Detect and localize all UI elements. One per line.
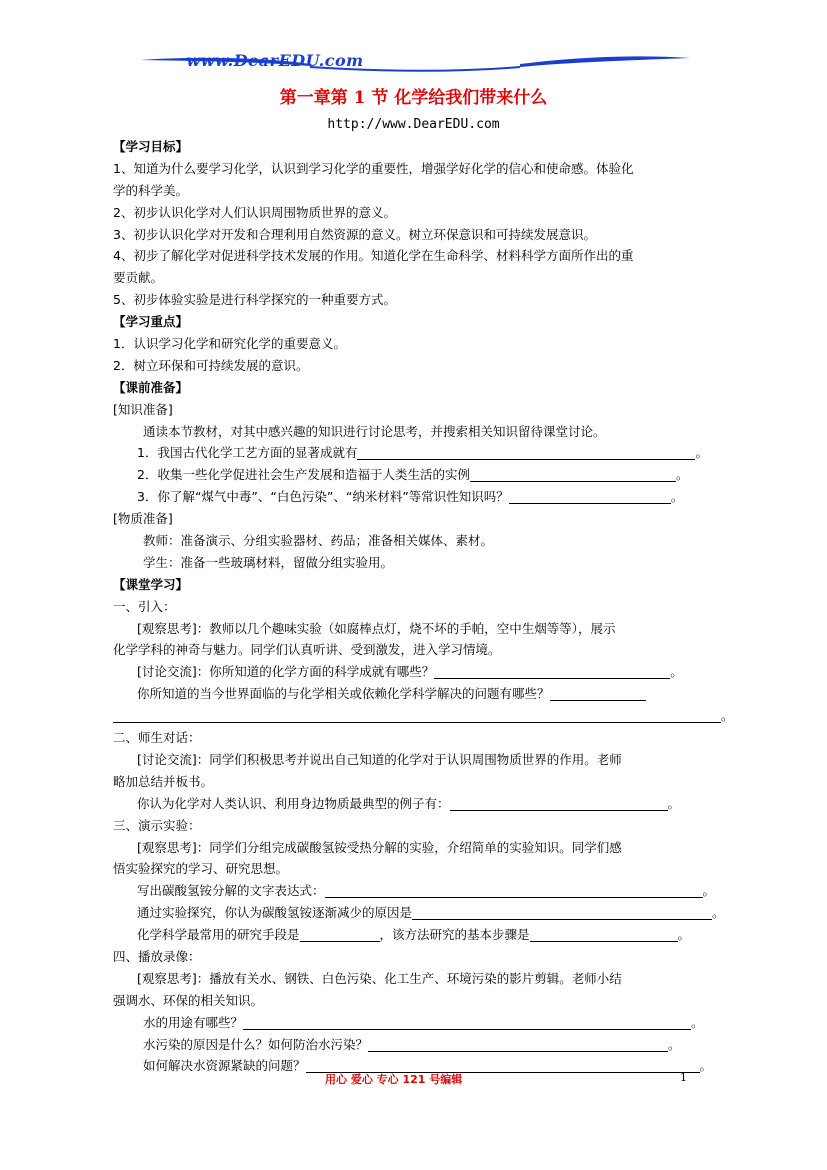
section-4-water-use-text: 水的用途有哪些？ — [143, 1014, 244, 1030]
section-3-steps-text: ，该方法研究的基本步骤是 — [379, 927, 530, 943]
section-3-formula-text: 写出碳酸氢铵分解的文字表达式： — [137, 883, 325, 899]
answer-blank[interactable] — [450, 796, 668, 811]
answer-blank[interactable] — [300, 927, 380, 942]
section-3-reason-text: 通过实验探究，你认为碳酸氢铵逐渐减少的原因是 — [137, 905, 413, 921]
goal-3: 3、初步认识化学对开发和合理利用自然资源的意义。树立环保意识和可持续发展意识。 — [113, 226, 596, 242]
footer-slogan: 用心 爱心 专心 121 号编辑 — [325, 1073, 463, 1086]
answer-blank[interactable] — [357, 445, 695, 460]
goal-2: 2、初步认识化学对人们认识周围物质世界的意义。 — [113, 204, 396, 220]
prep-heading: 【课前准备】 — [113, 379, 189, 395]
answer-blank[interactable] — [530, 927, 678, 942]
knowledge-q3-text: 3．你了解“煤气中毒”、“白色污染”、“纳米材料”等常识性知识吗？ — [137, 489, 509, 505]
period: 。 — [691, 1014, 704, 1030]
section-3-title: 三、演示实验： — [113, 817, 201, 833]
knowledge-q3 — [113, 486, 793, 508]
section-2-question — [113, 793, 793, 815]
goal-4b: 要贡献。 — [113, 270, 164, 286]
section-1-question — [113, 683, 793, 705]
site-url[interactable]: http://www.DearEDU.com — [327, 117, 500, 132]
goals-heading: 【学习目标】 — [113, 139, 189, 154]
section-4-pollution-text: 水污染的原因是什么？如何防治水污染？ — [143, 1036, 369, 1052]
goal-1b: 学的科学美。 — [113, 182, 189, 198]
answer-blank[interactable] — [113, 708, 721, 723]
section-4-title: 四、播放录像： — [113, 948, 201, 964]
section-4-pollution — [113, 1034, 793, 1056]
knowledge-q1 — [113, 442, 793, 464]
material-student: 学生：准备一些玻璃材料，留做分组实验用。 — [143, 554, 394, 570]
period: 。 — [721, 708, 734, 724]
classroom-heading: 【课堂学习】 — [113, 576, 189, 592]
knowledge-q2-text: 2．收集一些化学促进社会生产发展和造福于人类生活的实例 — [137, 467, 470, 483]
material-prep-label: [物质准备] — [113, 511, 173, 527]
section-3-reason — [113, 902, 793, 924]
period: 。 — [670, 664, 683, 680]
document-body — [113, 136, 793, 1077]
knowledge-prep-label: [知识准备] — [113, 401, 173, 417]
period: 。 — [675, 467, 689, 483]
section-2-title: 二、师生对话： — [113, 730, 201, 746]
knowledge-q1-text: 1．我国古代化学工艺方面的显著成就有 — [137, 445, 358, 461]
section-3-method — [113, 924, 793, 946]
period: 。 — [677, 927, 691, 943]
period: 。 — [712, 905, 725, 921]
knowledge-prep-intro: 通读本节教材，对其中感兴趣的知识进行讨论思考，并搜索相关知识留待课堂讨论。 — [143, 423, 606, 439]
section-3-formula — [113, 880, 793, 902]
keypoint-1: 1．认识学习化学和研究化学的重要意义。 — [113, 336, 346, 352]
section-1-title: 一、引入： — [113, 598, 176, 614]
section-4-observe-a: [观察思考]：播放有关水、钢铁、白色污染、化工生产、环境污染的影片剪辑。老师小结 — [137, 970, 622, 986]
page-footer — [0, 1071, 827, 1087]
section-1-observe-b: 化学学科的神奇与魅力。同学们认真听讲、受到激发，进入学习情境。 — [113, 642, 501, 658]
banner-site-name[interactable]: www.DearEDU.com — [186, 51, 364, 70]
section-1-question-cont — [113, 705, 793, 727]
period: 。 — [699, 1058, 713, 1074]
section-3-method-text: 化学科学最常用的研究手段是 — [137, 927, 300, 943]
section-1-discuss — [113, 661, 793, 683]
section-2-discuss-b: 略加总结并板书。 — [113, 773, 214, 789]
period: 。 — [670, 489, 684, 505]
answer-blank[interactable] — [243, 1015, 691, 1030]
material-teacher: 教师：准备演示、分组实验器材、药品；准备相关媒体、素材。 — [143, 533, 494, 549]
section-3-observe-a: [观察思考]：同学们分组完成碳酸氢铵受热分解的实验，介绍简单的实验知识。同学们感 — [137, 839, 622, 855]
answer-blank[interactable] — [412, 905, 712, 920]
keypoint-2: 2．树立环保和可持续发展的意识。 — [113, 357, 309, 373]
page-number: 1 — [680, 1071, 687, 1084]
goal-4a: 4、初步了解化学对促进科学技术发展的作用。知道化学在生命科学、材料科学方面所作出的重 — [113, 248, 634, 264]
answer-blank[interactable] — [509, 489, 671, 504]
section-2-question-text: 你认为化学对人类认识、利用身边物质最典型的例子有： — [137, 795, 450, 811]
answer-blank[interactable] — [325, 883, 703, 898]
section-4-water-use — [113, 1012, 793, 1034]
page-title: 第一章第 1 节 化学给我们带来什么 — [279, 88, 548, 108]
period: 。 — [667, 795, 681, 811]
section-4-observe-b: 强调水、环保的相关知识。 — [113, 992, 264, 1008]
period: 。 — [695, 445, 708, 461]
period: 。 — [668, 1036, 681, 1052]
period: 。 — [702, 883, 716, 899]
section-1-observe-a: [观察思考]：教师以几个趣味实验（如腐棒点灯，烧不坏的手帕，空中生烟等等），展示 — [137, 620, 616, 636]
knowledge-q2 — [113, 464, 793, 486]
section-2-discuss-a: [讨论交流]：同学们积极思考并说出自己知道的化学对于认识周围物质世界的作用。老师 — [137, 751, 622, 767]
answer-blank[interactable] — [550, 686, 646, 701]
section-4-shortage-text: 如何解决水资源紧缺的问题？ — [143, 1058, 306, 1074]
goal-1a: 1、知道为什么要学习化学，认识到学习化学的重要性，增强学好化学的信心和使命感。体验化 — [113, 160, 634, 176]
answer-blank[interactable] — [434, 664, 670, 679]
section-1-discuss-text: [讨论交流]：你所知道的化学方面的科学成就有哪些？ — [137, 664, 435, 680]
goal-5: 5、初步体验实验是进行科学探究的一种重要方式。 — [113, 292, 396, 308]
section-1-question-text: 你所知道的当今世界面临的与化学相关或依赖化学科学解决的问题有哪些？ — [137, 686, 550, 702]
answer-blank[interactable] — [368, 1037, 668, 1052]
answer-blank[interactable] — [470, 467, 676, 482]
section-3-observe-b: 悟实验探究的学习、研究思想。 — [113, 861, 289, 877]
keypoints-heading: 【学习重点】 — [113, 314, 189, 330]
